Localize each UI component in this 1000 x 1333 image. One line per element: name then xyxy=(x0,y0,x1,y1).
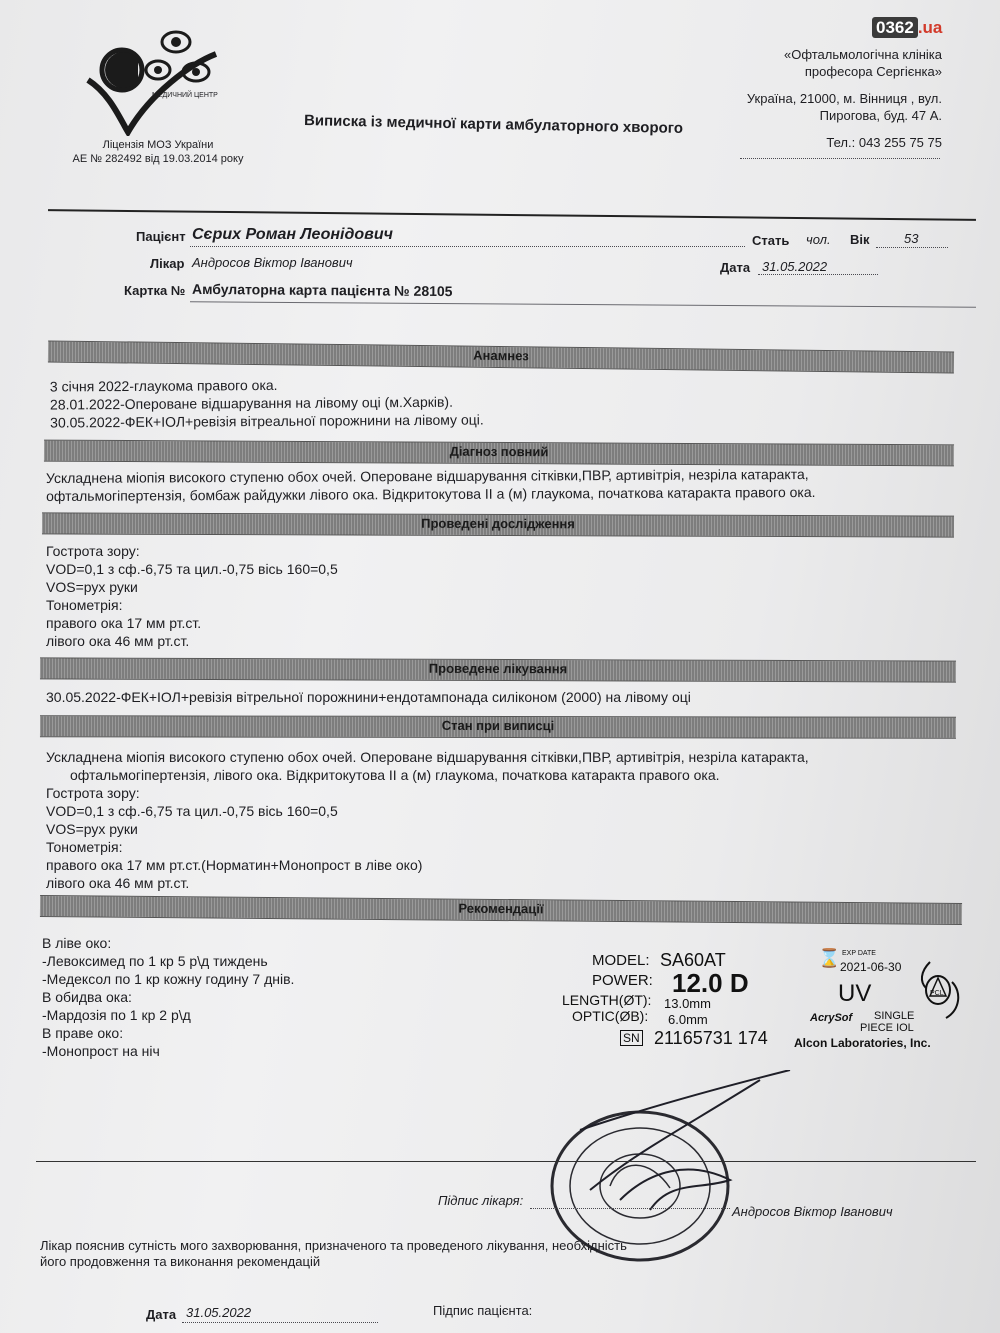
patient-name: Сєрих Роман Леонідович xyxy=(192,226,393,243)
iol-sn-label: SN xyxy=(620,1030,643,1046)
bottom-date-label: Дата xyxy=(146,1307,177,1322)
date-label: Дата xyxy=(720,260,751,275)
recommendations-line-2: -Левоксимед по 1 кр 5 р\д тиждень xyxy=(42,953,268,969)
diagnosis-title: Діагноз повний xyxy=(449,443,549,460)
patient-sign-label: Підпис пацієнта: xyxy=(433,1303,533,1318)
sex-value: чол. xyxy=(806,232,831,247)
license-line-1: Ліцензія МОЗ України xyxy=(102,139,214,151)
discharge-title: Стан при виписці xyxy=(441,717,555,734)
diagnosis-line-1: Ускладнена міопія високого ступеню обох очей. Опероване відшарування сітківки,ПВР, артивітрія, незріла катаракта, xyxy=(45,466,809,487)
header-rule xyxy=(48,209,976,221)
consent-line-2: його продовження та виконання рекомендацій xyxy=(40,1254,321,1269)
iol-manufacturer: Alcon Laboratories, Inc. xyxy=(794,1036,931,1050)
signature-rule xyxy=(36,1161,976,1162)
logo-caption: МЕДИЧНИЙ ЦЕНТР xyxy=(152,92,218,99)
iol-sn-value: 21165731 174 xyxy=(654,1028,768,1048)
clinic-phone: Тел.: 043 255 75 75 xyxy=(826,135,942,150)
card-rule xyxy=(190,301,976,307)
diagnosis-line-2: офтальмогіпертензія, бомбаж райдужки лівого ока. Відкритокутова ІІ а (м) глаукома, початкова катаракта правого ока. xyxy=(46,483,816,505)
anamnesis-line-1: 3 січня 2022-глаукома правого ока. xyxy=(49,376,278,395)
discharge-line-1: Ускладнена міопія високого ступеню обох очей. Опероване відшарування сітківки,ПВР, артивітрія, незріла катаракта, xyxy=(46,749,809,765)
studies-line-5: правого ока 17 мм рт.ст. xyxy=(46,615,202,631)
clinic-name-line-2: професора Сергієнка» xyxy=(804,64,942,79)
discharge-line-3: Гострота зору: xyxy=(46,785,140,801)
iol-power-label: POWER: xyxy=(592,972,653,989)
bottom-date-line xyxy=(182,1322,378,1323)
recommendations-line-6: В праве око: xyxy=(42,1025,124,1041)
watermark-site: 0362 xyxy=(872,17,918,38)
diagnosis-text xyxy=(46,465,816,505)
studies-line-4: Тонометрія: xyxy=(46,597,123,613)
section-header-discharge xyxy=(40,715,956,739)
doctor-sign-line xyxy=(530,1208,730,1209)
discharge-text xyxy=(46,748,809,892)
patient-label: Пацієнт xyxy=(136,229,186,244)
iol-power-value: 12.0 D xyxy=(672,968,749,998)
recommendations-line-1: В ліве око: xyxy=(42,935,112,951)
license-info xyxy=(58,138,258,166)
card-label: Картка № xyxy=(124,283,186,298)
iol-model-label: MODEL: xyxy=(592,952,650,969)
iol-pcl: PCL xyxy=(930,990,944,997)
document-title: Виписка із медичної карти амбулаторного хворого xyxy=(303,112,684,137)
clinic-dotted-line xyxy=(740,158,940,159)
iol-uv: UV xyxy=(838,980,872,1007)
iol-exp-value: 2021-06-30 xyxy=(840,960,902,974)
doctor-sign-label: Підпис лікаря: xyxy=(438,1193,524,1208)
watermark-tld: .ua xyxy=(917,18,943,37)
recommendations-text xyxy=(42,934,294,1060)
consent-line-1: Лікар пояснив сутність мого захворювання, призначеного та проведеного лікування, необхідність xyxy=(40,1238,627,1253)
studies-line-6: лівого ока 46 мм рт.ст. xyxy=(46,633,190,649)
discharge-line-4: VOD=0,1 з сф.-6,75 та цил.-0,75 вісь 160=0,5 xyxy=(46,803,338,819)
iol-brand: AcrySof xyxy=(810,1012,853,1024)
pcl-lens-icon xyxy=(916,952,964,1022)
doctor-signature-icon xyxy=(560,1070,800,1220)
discharge-line-8: лівого ока 46 мм рт.ст. xyxy=(46,875,190,891)
treatment-title: Проведене лікування xyxy=(428,660,568,677)
anamnesis-title: Анамнез xyxy=(473,347,529,364)
recommendations-line-7: -Монопрост на ніч xyxy=(42,1043,160,1059)
iol-length-label: LENGTH(ØT): xyxy=(562,992,652,1008)
section-header-diagnosis xyxy=(44,440,954,467)
iol-optic-label: OPTIC(ØB): xyxy=(572,1008,649,1024)
studies-line-1: Гострота зору: xyxy=(46,543,140,559)
site-watermark xyxy=(872,18,942,38)
treatment-text xyxy=(46,688,691,706)
clinic-address-line-2: Пирогова, буд. 47 А. xyxy=(819,108,942,123)
consent-text xyxy=(40,1238,627,1270)
section-header-recommendations xyxy=(40,895,962,925)
date-value: 31.05.2022 xyxy=(762,259,828,274)
bottom-date-value: 31.05.2022 xyxy=(186,1305,252,1320)
studies-text xyxy=(46,542,338,650)
anamnesis-line-2: 28.01.2022-Опероване відшарування на лівому оці (м.Харків). xyxy=(49,393,453,413)
doctor-label: Лікар xyxy=(150,256,185,271)
anamnesis-line-3: 30.05.2022-ФЕК+ІОЛ+ревізія вітреальної порожнини на лівому оці. xyxy=(50,411,484,431)
date-line xyxy=(758,274,878,275)
age-value: 53 xyxy=(904,231,919,246)
recommendations-line-5: -Мардозія по 1 кр 2 р\д xyxy=(42,1007,191,1023)
discharge-line-6: Тонометрія: xyxy=(46,839,123,855)
treatment-line-1: 30.05.2022-ФЕК+ІОЛ+ревізія вітрельної порожнини+ендотампонада силіконом (2000) на лівому оці xyxy=(46,689,691,705)
iol-piece-line-1: SINGLE xyxy=(874,1010,915,1022)
studies-line-3: VOS=рух руки xyxy=(46,579,138,595)
section-header-studies xyxy=(42,512,954,537)
hourglass-icon: ⌛ xyxy=(818,948,841,968)
studies-line-2: VOD=0,1 з сф.-6,75 та цил.-0,75 вісь 160=0,5 xyxy=(46,561,338,577)
clinic-info xyxy=(747,46,942,151)
section-header-anamnesis xyxy=(48,340,954,373)
studies-title: Проведені дослідження xyxy=(421,515,575,532)
discharge-line-7: правого ока 17 мм рт.ст.(Норматин+Монопрост в ліве око) xyxy=(46,857,423,873)
discharge-line-5: VOS=рух руки xyxy=(46,821,138,837)
recommendations-title: Рекомендації xyxy=(458,900,544,917)
iol-length-value: 13.0mm xyxy=(664,996,711,1011)
card-value: Амбулаторна карта пацієнта № 28105 xyxy=(191,280,453,300)
clinic-address-line-1: Україна, 21000, м. Вінниця , вул. xyxy=(746,91,942,106)
iol-optic-value: 6.0mm xyxy=(668,1012,708,1027)
iol-model-value: SA60AT xyxy=(660,950,726,970)
patient-name-line xyxy=(190,246,745,247)
clinic-name-line-1: «Офтальмологічна клініка xyxy=(784,47,942,62)
section-header-treatment xyxy=(40,657,956,682)
license-line-2: АЕ № 282492 від 19.03.2014 року xyxy=(72,153,244,165)
iol-sticker xyxy=(560,946,970,1056)
doctor-name: Андросов Віктор Іванович xyxy=(192,255,353,270)
iol-piece-line-2: PIECE IOL xyxy=(860,1022,914,1034)
discharge-line-2: офтальмогіпертензія, лівого ока. Відкритокутова ІІ а (м) глаукома, початкова катаракта правого ока. xyxy=(70,767,720,783)
clinic-logo-icon xyxy=(80,24,220,136)
recommendations-line-4: В обидва ока: xyxy=(42,989,132,1005)
sex-label: Стать xyxy=(752,233,790,248)
age-label: Вік xyxy=(850,232,870,247)
doctor-sign-name: Андросов Віктор Іванович xyxy=(732,1204,893,1219)
iol-exp-label: EXP DATE xyxy=(842,950,876,957)
recommendations-line-3: -Медексол по 1 кр кожну годину 7 днів. xyxy=(42,971,295,987)
anamnesis-text xyxy=(50,374,484,431)
age-line xyxy=(876,247,948,248)
